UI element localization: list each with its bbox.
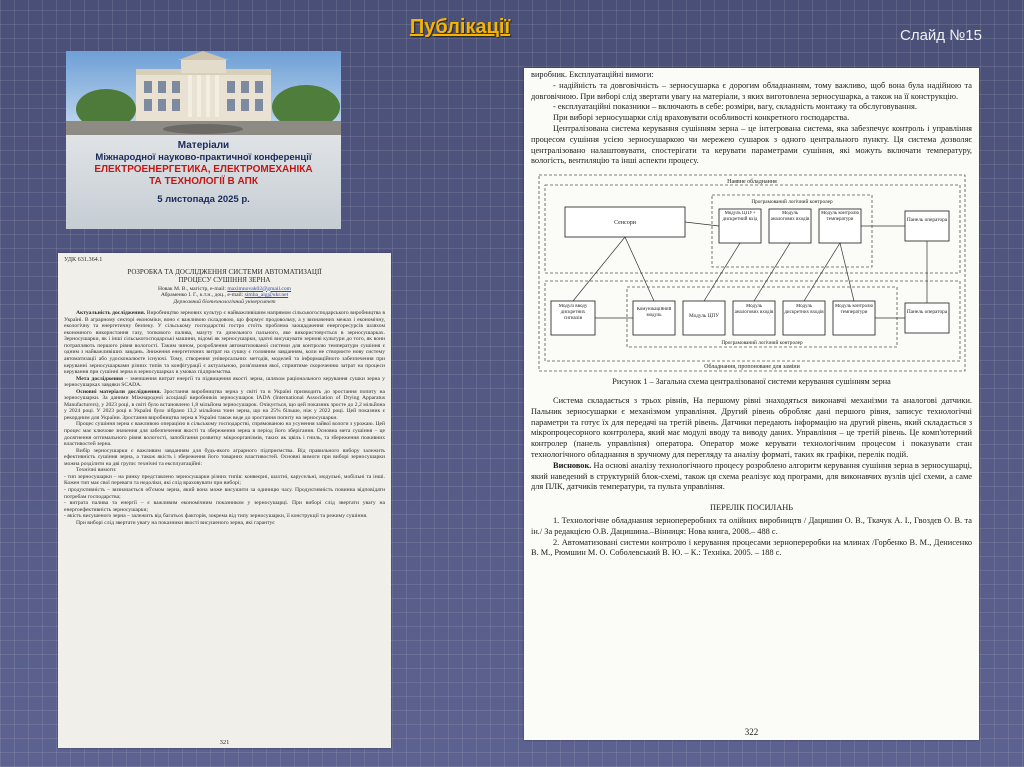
page-number-322: 322 <box>744 727 759 737</box>
block-operator-panel-bottom: Панель оператора <box>906 309 948 316</box>
list-item-quality: - якість висушеного зерна – залежить від багатьох факторів, зокрема від типу зерносушарки, її конструкції та режиму сушіння. <box>64 513 368 520</box>
paragraph-goal-head: Мета дослідження <box>76 375 124 382</box>
block-comm-module: Комунікаційний модуль <box>636 307 672 319</box>
list-item-type: - тип зерносушарки – на ринку представлено зерносушарки різних типів: конвеєрні, шахтні, карусельні, модульні, мобільні та інші. Кожен тип має свої переваги та недоліки, які слід враховувати при виборі; <box>64 473 385 487</box>
paragraph-quality-note: При виборі слід звертати увагу на показники якості висушеного зерна, які гарантує <box>76 519 275 526</box>
publication-page-321 <box>58 253 391 748</box>
author-1-text: Новак М. В., магістр, e-mail: <box>157 285 228 292</box>
reference-1: 1. Технологічне обладнання зернопереробних та олійних виробництв / Дацишин О. В., Ткачук А. І., Гвоздєв О. В. та ін./ За редакцією О.В. Дацишина.–Вінниця: Нова книга, 2008.– 488 с. <box>531 515 972 536</box>
paragraph-centralized-system: Централізована система керування сушінням зерна – це інтегрована система, яка забезпечує контроль і управління процесом сушіння усією зерносушаркою чи мережею сушарок з одного центрального пункту. Ця система дозволяє централізовано налаштовувати, спостерігати та керувати параметрами сушіння, які можуть включати температуру, вологість, вентиляцію та інші аспекти процесу. <box>531 123 972 166</box>
label-plc-top: Програмований логічний контролер <box>751 199 833 206</box>
cover-text-block <box>66 135 341 229</box>
label-proposed-equipment: Обладнання, пропоноване для заміни <box>704 364 800 371</box>
conference-cover <box>66 51 341 229</box>
block-module-temp-control: Модуль контролю температури <box>820 211 860 223</box>
paragraph-materials-head: Основні матеріали дослідження. <box>76 388 161 395</box>
cover-line-materials: Матеріали <box>177 140 230 151</box>
block-module-analog-in: Модуль аналогових входів <box>770 211 810 223</box>
article-title-line-2: ПРОЦЕСУ СУШІННЯ ЗЕРНА <box>178 275 271 284</box>
paragraph-goal-text: – зменшення витрат енергії та підвищення якості зерна, шляхом раціонального керування сушки зерна у зерносушарках завдяки SCADA. <box>64 375 385 389</box>
university-name: Державний біотехнологічний університет <box>173 298 276 305</box>
paragraph-dryer-choice: Вибір зерносушарки є важливим завданням для будь-якого аграрного підприємства. Від правильного вибору залежить ефективність сушіння зерна, а також якість і збереження його товарних властивостей. Основні вимоги при виборі зерносушарки можна розділити на дві групи: технічні та експлуатаційні: <box>64 447 385 467</box>
publication-page-322 <box>524 68 979 740</box>
udk-code: УДК 631.364.1 <box>64 256 103 263</box>
block-sensors: Сенсори <box>614 220 636 227</box>
paragraph-materials-text: Зростання виробництва зерна у світі та в Україні призводить до зростання попиту на зерносушарки. За даними Міжнародної асоціації виробників зерносушарок IADA (International Association of Drying Apparatus Manufacturers), у 2023 році, в світі було встановлено 1,8 мільйона зерносушарок. Очікується, що цей показник зросте до 2,2 мільйона у 2024 році. У 2023 році в Україні було зібрано 13,2 мільйона тонн зерна, що на 25% більше, ніж у 2022 році. Цей показник є рекордним для України. Зростання виробництва зерна в Україні також веде до зростання попиту на зерносушарки. <box>64 388 385 421</box>
paragraph-materials <box>64 389 385 422</box>
conclusion-text: На основі аналізу технологічного процесу розроблено алгоритм керування сушіння зерна в зерносушарці, який наведений в структурній блок-схемі, також ця схема реалізує код програми, для виконавчих вузлів цієї схеми, а саме для ПЛК, датчиків температури, та пульта управління. <box>531 460 972 492</box>
label-existing-equipment: Наявне обладнання <box>727 179 777 186</box>
slide-number: Слайд №15 <box>899 27 982 44</box>
author-2-email-link[interactable]: simba_aig@ukr.net <box>244 292 289 299</box>
paragraph-tech-requirements: Технічні вимоги: <box>76 467 117 474</box>
slide-title: Публікації <box>409 16 511 38</box>
references-title: ПЕРЕЛІК ПОСИЛАНЬ <box>709 503 794 513</box>
figure-caption: Рисунок 1 – Загальна схема централізованої системи керування сушінням зерна <box>612 377 891 387</box>
list-item-fuel: - витрата палива та енергії – є важливим економічним показником у зерносушарці. При виборі слід звертати увагу на енергоефективність зерносушарки; <box>64 500 385 513</box>
article-title <box>64 268 385 284</box>
cover-line-conference: Міжнародної науково-практичної конференції <box>95 152 312 163</box>
paragraph-relevance <box>64 310 385 375</box>
cover-line-title-2: ТА ТЕХНОЛОГІЇ В АПК <box>149 176 258 187</box>
paragraph-three-levels: Система складається з трьох рівнів, На першому рівні знаходяться виконавчі механізми та аналогові датчики. Пальник зерносушарки є механізмом управління. Другий рівень обробляє дані першого рівня, записує технологічні параметри та готує їх для передачі на третій рівень. Датчики передають інформацію на другий рівень, який складається з мікропроцесорного контролера, який має модулі вводу та виводу даних. Управління – це третій рівень. Це комп'ютерний контролер (панель управління) оператора. Оператор може керувати технологічним процесом і показувати стан технологічного обладнання в зручному для перегляду та аналізу форматі, таких як графіки, перелік подій. <box>531 395 972 459</box>
control-system-diagram <box>537 173 967 375</box>
university-building-photo <box>66 51 341 135</box>
block-cpu-module: Модуль ЦПУ <box>689 313 719 320</box>
list-item-operational-indicators: - експлуатаційні показники – включають в себе: розміри, вагу, складність монтажу та обслуговування. <box>553 102 917 112</box>
paragraph-operational-req: виробник. Експлуатаційні вимоги: <box>531 70 654 79</box>
paragraph-relevance-text: Виробництво зернових культур є найважливішим напрямом сільськогосподарського виробництва в Україні. В аграрному секторі економіки, воно є важливою складовою, що формує продовольчу, а у визначених межах і економічну, екологічну та енергетичну безпеку. У сільському господарстві гостро стоїть проблема заощадження енергоресурсів шляхом економного використання газу, топкового палива, мазуту та дизельного пального, яке використовується в зерносушарках. Зерносушарки, як і інші сільськогосподарські машини, відомі як зерносушарки, здатні висушувати зернові культури до того, як вони потрапляють першого рівня вологості. Таким чином, розроблення автоматизованої системи для контролю температури сушіння є одним з найважливіших завдань. Зниження енергетичних витрат на сушку є головним завданням, коли не створюєте нову систему автоматизації або удосконалюєте існуючі. Тому, створення універсальних методів, моделей та інформаційного забезпечення при керуванні зерносушарками різних типів та конфігурації є актуальною, розв'язання якої, сприятиме скороченню затрат на процеси керування при сушінні зерна в зерносушарках в умовах підприємства. <box>64 310 386 376</box>
paragraph-goal <box>64 376 385 389</box>
author-1-email-link[interactable]: maximnovak02@gmail.com <box>227 285 292 292</box>
paragraph-drying-process: Процес сушіння зерна є важливою операцією в сільському господарстві, спрямованою на усунення зайвої вологи з урожаю. Цей процес має ключове значення для забезпечення якості та збереження зерна в період його зберігання. Основна мета сушіння – це досягнення оптимального рівня вологості, запобігання розвитку мікроорганізмів, таких як цвіль і гниль, та збереження поживних властивостей зерна. <box>64 421 385 448</box>
page-number-321: 321 <box>219 739 230 746</box>
paragraph-conclusion <box>531 461 972 493</box>
block-analog-in-module: Модуль аналогових входів <box>734 304 774 316</box>
block-operator-panel-top: Панель оператора <box>906 217 948 224</box>
block-module-cpu-discrete: Модуль ЦПУ+ дискретний вхід <box>722 211 758 223</box>
block-input-module: Модулі вводу дискретних сигналів <box>558 304 588 322</box>
author-2-text: Абраменко І. Г., к.т.н., доц., e-mail: <box>160 292 245 299</box>
list-item-reliability: - надійність та довговічність – зерносушарка є дорогим обладнанням, тому важливо, щоб вона була надійною та довговічною. При виборі слід звертати увагу на матеріали, з яких виготовлена зерносушарка, а також на її конструкцію. <box>531 80 972 101</box>
reference-2: 2. Автоматизовані системи контролю і керування процесами зернопереробки на млинах /Горбенко В. М., Денисенко В. М., Рюмшин М. О. Соболевський В. Ю. – К.: Техніка. 2005. – 188 с. <box>531 537 972 558</box>
paragraph-relevance-head: Актуальність дослідження. <box>76 310 146 317</box>
conclusion-head: Висновок. <box>553 460 592 470</box>
paragraph-farm-specifics: При виборі зерносушарки слід враховувати особливості конкретного господарства. <box>553 113 850 123</box>
block-temp-control-module: Модуль контролю температури <box>834 304 874 316</box>
cover-date: 5 листопада 2025 р. <box>157 194 250 205</box>
cover-line-title-1: ЕЛЕКТРОЕНЕРГЕТИКА, ЕЛЕКТРОМЕХАНІКА <box>94 164 313 175</box>
label-plc-bottom: Програмований логічний контролер <box>721 340 803 347</box>
list-item-productivity: - продуктивність – визначається об'ємом зерна, який вона може висушити за одиницю часу. Продуктивність повинна відповідати потребам господарства; <box>64 486 385 500</box>
block-discrete-module: Модуль дискретних входів <box>784 304 824 316</box>
article-title-line-1: РОЗРОБКА ТА ДОСЛІДЖЕННЯ СИСТЕМИ АВТОМАТИЗАЦІЇ <box>127 267 322 276</box>
